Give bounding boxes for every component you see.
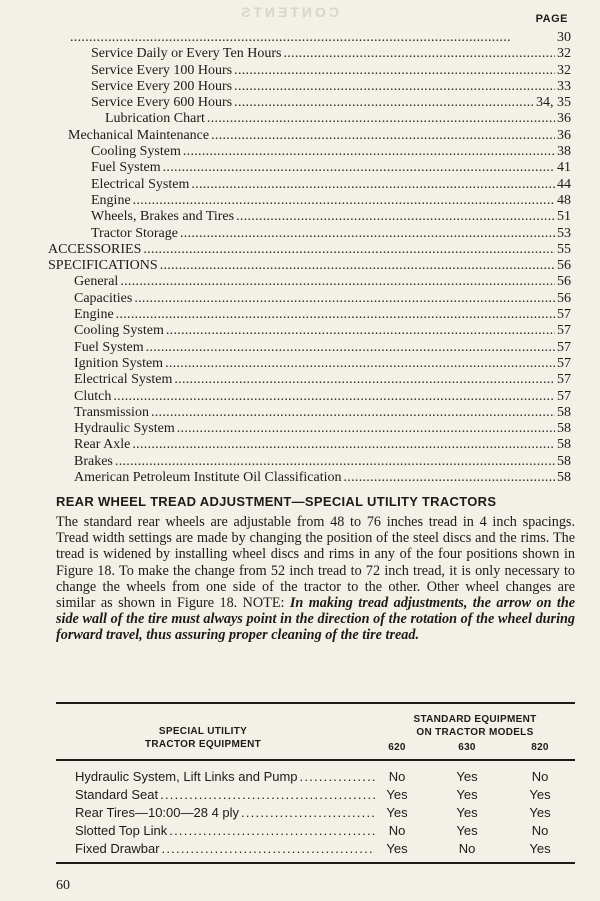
note-label: NOTE: — [242, 595, 285, 612]
model-620-header: 620 — [388, 742, 406, 753]
toc-entry: Service Every 200 Hours . . . 33 — [48, 79, 571, 95]
table-top-rule — [56, 702, 575, 704]
toc-entry: Lubrication Chart . . . 36 — [48, 111, 571, 127]
table-row: Rear Tires—10:00—28 4 ply . . . Yes Yes Yes — [75, 804, 575, 821]
toc-entry: Service Every 100 Hours . . . 32 — [48, 63, 571, 79]
toc-entry: Electrical System . . . 57 — [48, 372, 571, 388]
toc-entry: General . . . 56 — [48, 274, 571, 290]
toc-entry: Engine . . . 48 — [48, 193, 571, 209]
toc-entry: Cooling System . . . 57 — [48, 323, 571, 339]
table-row: Slotted Top Link . . . No Yes No — [75, 822, 575, 839]
toc-entry: Mechanical Maintenance . . . 36 — [48, 128, 571, 144]
toc-entry: Service Every 600 Hours . . . 34, 35 — [48, 95, 571, 111]
section-heading: REAR WHEEL TREAD ADJUSTMENT—SPECIAL UTILITY TRACTORS — [56, 494, 497, 509]
toc-entry: Service Daily or Every Ten Hours . . . 32 — [48, 46, 571, 62]
table-of-contents — [48, 30, 571, 486]
toc-entry: Rear Axle . . . 58 — [48, 437, 571, 453]
toc-entry: Capacities . . . 56 — [48, 291, 571, 307]
toc-entry: Tractor Storage . . . 53 — [48, 226, 571, 242]
table-left-header: SPECIAL UTILITY TRACTOR EQUIPMENT — [144, 726, 262, 750]
toc-entry: Wheels, Brakes and Tires . . . 51 — [48, 209, 571, 225]
toc-entry: Cooling System . . . 38 — [48, 144, 571, 160]
page-column-label: PAGE — [535, 13, 568, 25]
toc-entry: American Petroleum Institute Oil Classification . . . 58 — [48, 470, 571, 486]
note-text: In making tread adjustments, the arrow on the side wall of the tire must always point in the direction of the rotation of the wheel during forward travel, thus assuring proper cleaning of the tire tread. — [56, 595, 576, 644]
table-right-header: STANDARD EQUIPMENT ON TRACTOR MODELS — [413, 714, 537, 738]
table-header-rule — [56, 759, 575, 761]
section-body — [56, 514, 575, 644]
table-row: Hydraulic System, Lift Links and Pump . . . No Yes No — [75, 768, 575, 785]
toc-entry: Engine . . . 57 — [48, 307, 571, 323]
toc-entry: Fuel System . . . 57 — [48, 340, 571, 356]
toc-entry: Fuel System . . . 41 — [48, 160, 571, 176]
body-paragraph: The standard rear wheels are adjustable from 48 to 76 inches tread in 4 inch spacings. Tread width settings are made by changing the position of the steel discs and the rims. The tread is widened by installing wheel discs and rims in any of the four positions shown in Figure 18. To make the change from 52 inch tread to 72 inch tread, it is only necessary to change the wheels from one side of the tractor to the other. Other wheel changes are similar as shown in Figure 18. — [56, 514, 575, 612]
toc-entry: SPECIFICATIONS . . . 56 — [48, 258, 571, 274]
toc-entry: Brakes . . . 58 — [48, 454, 571, 470]
table-row: Fixed Drawbar . . . Yes No Yes — [75, 840, 575, 857]
toc-entry: . . . 30 — [48, 30, 571, 46]
toc-entry: Transmission . . . 58 — [48, 405, 571, 421]
table-bottom-rule — [56, 862, 575, 864]
toc-entry: Clutch . . . 57 — [48, 389, 571, 405]
model-630-header: 630 — [458, 742, 476, 753]
model-820-header: 820 — [531, 742, 549, 753]
toc-entry: Electrical System . . . 44 — [48, 177, 571, 193]
bleed-through-heading: CONTENTS — [238, 4, 339, 20]
table-row: Standard Seat . . . Yes Yes Yes — [75, 786, 575, 803]
page-number: 60 — [56, 878, 70, 893]
toc-entry: Hydraulic System . . . 58 — [48, 421, 571, 437]
toc-entry: Ignition System . . . 57 — [48, 356, 571, 372]
toc-entry: ACCESSORIES . . . 55 — [48, 242, 571, 258]
